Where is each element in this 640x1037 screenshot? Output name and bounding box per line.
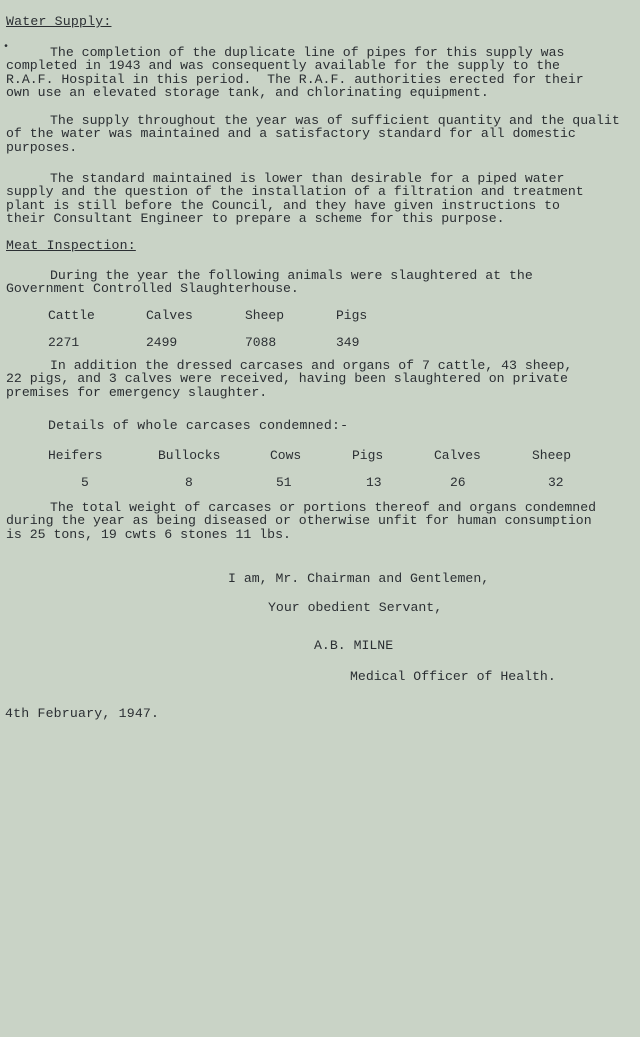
text-line: Government Controlled Slaughterhouse. [6, 281, 299, 297]
table-header: Sheep [532, 448, 572, 463]
text-line: of the water was maintained and a satisfactory standard for all domestic [6, 126, 576, 142]
text-line: R.A.F. Hospital in this period. The R.A.F. authorities erected for their [6, 71, 584, 87]
text-line: The completion of the duplicate line of pipes for this supply was [50, 45, 565, 60]
table-cell: 26 [450, 475, 466, 490]
text-line: In addition the dressed carcases and organs of 7 cattle, 43 sheep, [50, 358, 573, 373]
signatory-name: A.B. MILNE [314, 638, 394, 653]
table-header: Heifers [48, 448, 103, 463]
closing-line: I am, Mr. Chairman and Gentlemen, [228, 571, 490, 586]
water-supply-heading: Water Supply: [6, 14, 112, 29]
table-cell: 51 [276, 475, 292, 490]
text-line: completed in 1943 and was consequently available for the supply to the [6, 58, 560, 74]
table-cell: 7088 [245, 335, 277, 350]
text-line: purposes. [6, 139, 78, 155]
meat-intro-paragraph [6, 269, 632, 296]
table-header: Calves [434, 448, 481, 463]
meat-inspection-heading: Meat Inspection: [6, 238, 136, 253]
condemned-intro: Details of whole carcases condemned:- [48, 418, 349, 433]
table-header: Pigs [336, 308, 368, 323]
table-header: Sheep [245, 308, 285, 323]
text-line: During the year the following animals were slaughtered at the [50, 268, 533, 283]
table-header: Bullocks [158, 448, 221, 463]
table-header: Cows [270, 448, 302, 463]
table-cell: 2499 [146, 335, 178, 350]
water-paragraph-3 [6, 172, 632, 225]
meat-addition-paragraph [6, 359, 632, 399]
margin-mark: • [3, 42, 10, 53]
text-line: premises for emergency slaughter. [6, 384, 268, 400]
text-line: supply and the question of the installation of a filtration and treatment [6, 184, 584, 200]
table-cell: 349 [336, 335, 360, 350]
table-header: Calves [146, 308, 193, 323]
text-line: The total weight of carcases or portions thereof and organs condemned [50, 500, 597, 515]
text-line: 22 pigs, and 3 calves were received, having been slaughtered on private [6, 371, 568, 387]
text-line: during the year as being diseased or otherwise unfit for human consumption [6, 513, 592, 529]
table-cell: 13 [366, 475, 382, 490]
table-cell: 2271 [48, 335, 80, 350]
text-line: their Consultant Engineer to prepare a scheme for this purpose. [6, 210, 505, 226]
table-cell: 5 [81, 475, 89, 490]
servant-line: Your obedient Servant, [268, 600, 443, 615]
signatory-title: Medical Officer of Health. [350, 669, 556, 684]
text-line: is 25 tons, 19 cwts 6 stones 11 lbs. [6, 526, 291, 542]
table-header: Pigs [352, 448, 384, 463]
text-line: The supply throughout the year was of sufficient quantity and the qualit [50, 113, 620, 128]
water-paragraph-2 [6, 114, 632, 154]
meat-weight-paragraph [6, 501, 632, 541]
text-line: plant is still before the Council, and they have given instructions to [6, 197, 560, 213]
table-cell: 8 [185, 475, 193, 490]
table-header: Cattle [48, 308, 95, 323]
table-cell: 32 [548, 475, 564, 490]
water-paragraph-1 [6, 46, 632, 99]
text-line: own use an elevated storage tank, and chlorinating equipment. [6, 84, 489, 100]
document-date: 4th February, 1947. [5, 706, 160, 721]
text-line: The standard maintained is lower than desirable for a piped water [50, 171, 565, 186]
